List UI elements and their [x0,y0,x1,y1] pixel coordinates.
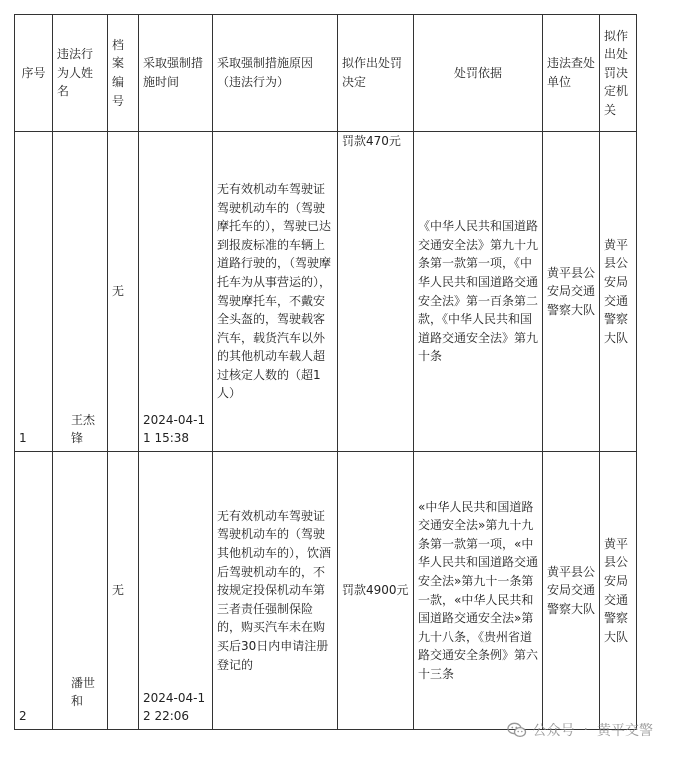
cell-reason: 无有效机动车驾驶证驾驶机动车的（驾驶摩托车的），驾驶已达到报废标准的车辆上道路行驶的，（驾驶摩托车为从事营运的），驾驶摩托车，不戴安全头盔的，驾驶载客汽车，载货汽车以外的其他机动车载人超过核定人数的（超1人） [213,132,338,452]
header-cell-decision: 拟作出处罚决定 [338,15,414,132]
table-row [15,452,637,730]
watermark [507,720,653,740]
header-cell-file-no: 档案编号 [108,15,139,132]
cell-decision: 罚款470元 [338,132,414,452]
table-row [15,132,637,452]
header-cell-no: 序号 [15,15,53,132]
header-cell-time: 采取强制措施时间 [139,15,213,132]
cell-reason: 无有效机动车驾驶证驾驶机动车的（驾驶其他机动车的），饮酒后驾驶机动车的，不按规定投保机动车第三者责任强制保险的，购买汽车未在购买后30日内申请注册登记的 [213,452,338,730]
cell-basis: 《中华人民共和国道路交通安全法》第九十九条第一款第一项，《中华人民共和国道路交通安全法》第一百条第二款，《中华人民共和国道路交通安全法》第九十条 [414,132,543,452]
cell-time: 2024-04-12 22:06 [139,452,213,730]
header-cell-unit: 违法查处单位 [543,15,600,132]
cell-decision: 罚款4900元 [338,452,414,730]
cell-unit: 黄平县公安局交通警察大队 [543,452,600,730]
header-row [15,15,637,132]
cell-name: 潘世和 [53,452,108,730]
cell-organ: 黄平县公安局交通警察大队 [600,132,637,452]
cell-organ: 黄平县公安局交通警察大队 [600,452,637,730]
cell-unit: 黄平县公安局交通警察大队 [543,132,600,452]
cell-file-no: 无 [108,132,139,452]
wechat-icon [507,722,527,738]
header-cell-name: 违法行为人姓名 [53,15,108,132]
header-cell-organ: 拟作出处罚决定机关 [600,15,637,132]
cell-time: 2024-04-11 15:38 [139,132,213,452]
cell-name: 王杰锋 [53,132,108,452]
cell-no: 2 [15,452,53,730]
header-cell-basis: 处罚依据 [414,15,543,132]
header-cell-reason: 采取强制措施原因（违法行为） [213,15,338,132]
watermark-text-name: 黄平交警 [597,723,653,739]
watermark-separator: · [583,722,588,738]
penalty-table [14,14,637,730]
cell-basis: «中华人民共和国道路交通安全法»第九十九条第一款第一项，«中华人民共和国道路交通安全法»第九十一条第一款，«中华人民共和国道路交通安全法»第九十八条，《贵州省道路交通安全条例》第六十三条 [414,452,543,730]
cell-file-no: 无 [108,452,139,730]
watermark-text-account: 公众号 [532,723,575,739]
cell-no: 1 [15,132,53,452]
